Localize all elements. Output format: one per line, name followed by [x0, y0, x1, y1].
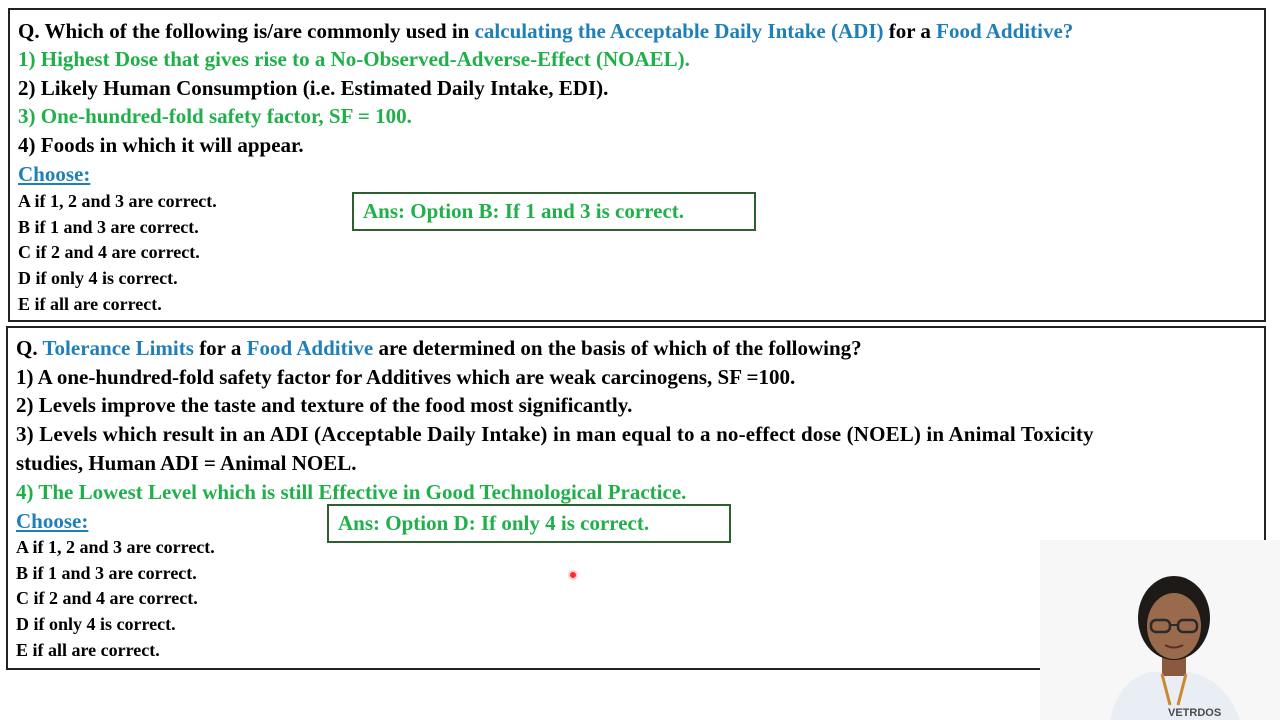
presenter-shirt-text: VETRDOS [1168, 707, 1222, 719]
q2-statement-4: 4) The Lowest Level which is still Effective in Good Technological Practice. [16, 480, 687, 504]
q1-option-b: B if 1 and 3 are correct. [18, 217, 199, 237]
q1-choose-label: Choose: [18, 162, 91, 186]
q2-answer-box: Ans: Option D: If only 4 is correct. [327, 504, 731, 543]
q2-statement-1: 1) A one-hundred-fold safety factor for Additives which are weak carcinogens, SF =100. [16, 365, 796, 389]
q1-statement-4: 4) Foods in which it will appear. [18, 133, 304, 157]
q2-option-e: E if all are correct. [16, 640, 160, 660]
q1-answer-box: Ans: Option B: If 1 and 3 is correct. [352, 192, 756, 231]
q1-option-e: E if all are correct. [18, 294, 162, 314]
q2-option-d: D if only 4 is correct. [16, 614, 176, 634]
q1-option-d: D if only 4 is correct. [18, 268, 178, 288]
q2-option-a: A if 1, 2 and 3 are correct. [16, 537, 215, 557]
q2-choose-label: Choose: [16, 509, 89, 533]
q1-statement-2: 2) Likely Human Consumption (i.e. Estimated Daily Intake, EDI). [18, 76, 609, 100]
q1-option-a: A if 1, 2 and 3 are correct. [18, 191, 217, 211]
question-1-highlight-adi: calculating the Acceptable Daily Intake (ADI) [474, 19, 884, 43]
q1-statement-1: 1) Highest Dose that gives rise to a No-Observed-Adverse-Effect (NOAEL). [18, 47, 690, 71]
question-2-mid-2: are determined on the basis of which of the following? [373, 336, 862, 360]
presenter-illustration [1040, 540, 1280, 720]
question-2-highlight-tolerance-limits: Tolerance Limits [42, 336, 194, 360]
question-1-text [18, 17, 1073, 45]
q1-statement-3: 3) One-hundred-fold safety factor, SF = 100. [18, 104, 412, 128]
question-2-text [16, 334, 862, 362]
question-2-prefix: Q. [16, 336, 43, 360]
q2-statement-3-continued: studies, Human ADI = Animal NOEL. [16, 451, 357, 475]
q2-option-c: C if 2 and 4 are correct. [16, 588, 198, 608]
q2-statement-3: 3) Levels which result in an ADI (Acceptable Daily Intake) in man equal to a no-effect dose (NOEL) in Animal Toxicity [16, 422, 1094, 446]
q1-option-c: C if 2 and 4 are correct. [18, 242, 200, 262]
question-2-highlight-food-additive: Food Additive [246, 336, 374, 360]
question-1-highlight-food-additive: Food Additive? [936, 19, 1074, 43]
presenter-video [1040, 540, 1280, 720]
q2-statement-2: 2) Levels improve the taste and texture of the food most significantly. [16, 393, 633, 417]
q2-option-b: B if 1 and 3 are correct. [16, 563, 197, 583]
question-1-prefix: Q. Which of the following is/are commonly used in [18, 19, 475, 43]
question-2-mid-1: for a [193, 336, 247, 360]
laser-pointer-dot [568, 570, 578, 580]
question-1-mid: for a [883, 19, 937, 43]
